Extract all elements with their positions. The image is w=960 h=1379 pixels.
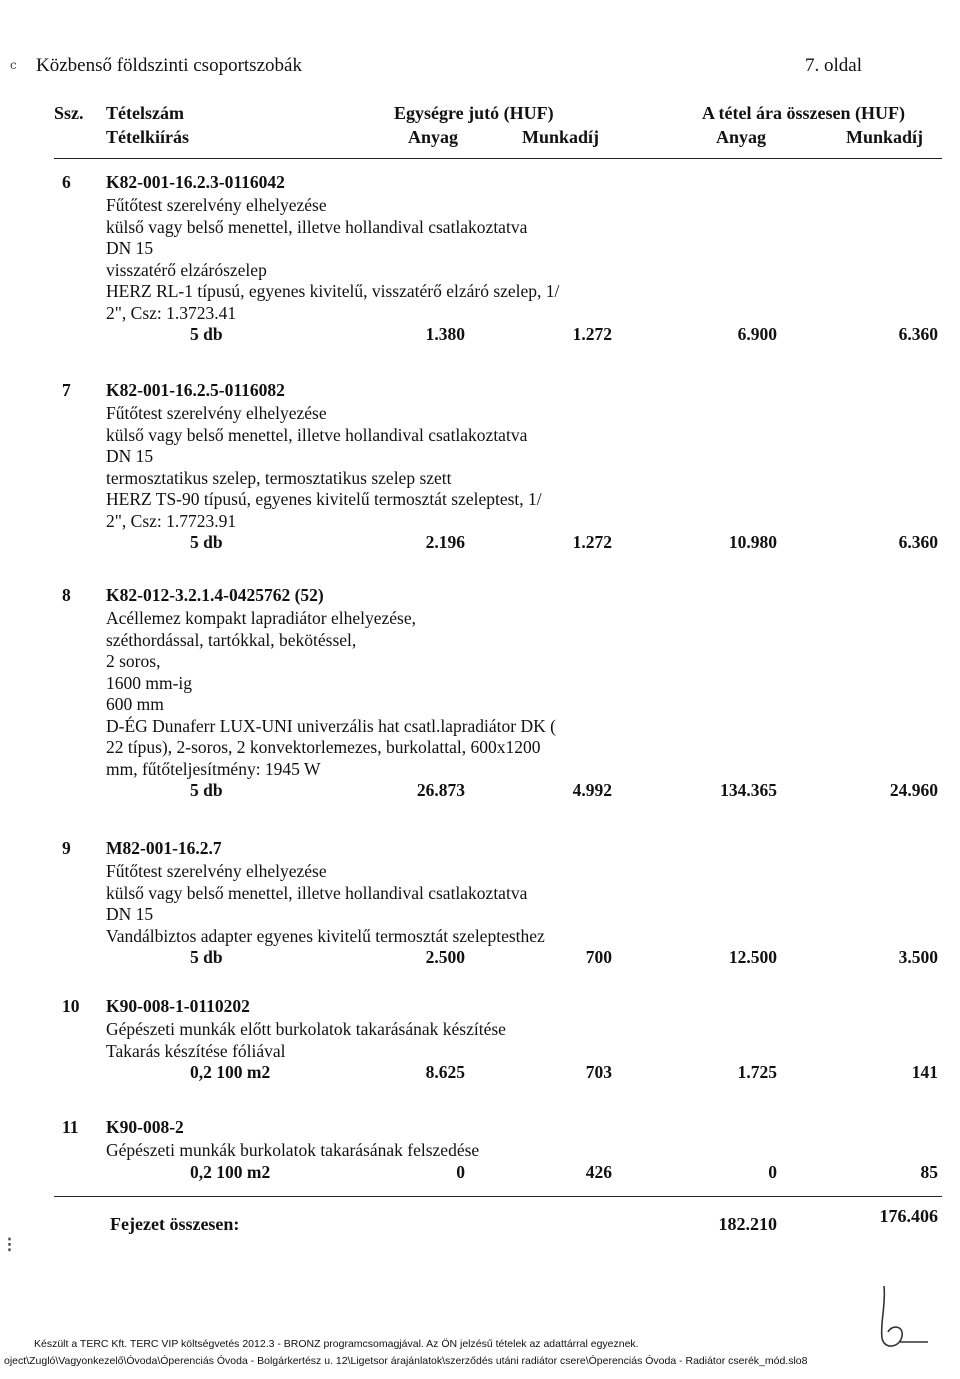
col-tetelszam: Tételszám: [106, 103, 184, 123]
item-total-material: 12.500: [728, 947, 777, 967]
item-unit-material: 1.380: [425, 324, 465, 344]
description-line: 22 típus), 2-soros, 2 konvektorlemezes, burkolattal, 600x1200: [106, 737, 541, 757]
item-code: K82-012-3.2.1.4-0425762 (52): [106, 585, 324, 605]
item-unit-labor: 4.992: [572, 780, 612, 800]
description-line: 1600 mm-ig: [106, 672, 193, 693]
footer-credit: Készült a TERC Kft. TERC VIP költségvetés 2012.3 - BRONZ programcsomagjával. Az ÖN jelzésű tételek az adattárral egyeznek.: [34, 1338, 639, 1350]
section-title: Közbenső földszinti csoportszobák: [36, 55, 302, 76]
item-code: K90-008-1-0110202: [106, 996, 250, 1016]
col-ssz: Ssz.: [54, 103, 84, 123]
item-total-labor: 6.360: [898, 532, 938, 552]
item-unit-material: 26.873: [416, 780, 465, 800]
item-total-material: 1.725: [737, 1062, 777, 1082]
item-total-labor: 6.360: [898, 324, 938, 344]
description-line: 2", Csz: 1.7723.91: [106, 510, 237, 531]
description-line: HERZ RL-1 típusú, egyenes kivitelű, visszatérő elzáró szelep, 1/: [106, 281, 560, 301]
total-label: Fejezet összesen:: [110, 1214, 240, 1234]
item-unit-labor: 1.272: [572, 532, 612, 552]
description-line: külső vagy belső menettel, illetve hollandival csatlakoztatva: [106, 216, 528, 237]
item-quantity: 5 db: [190, 324, 223, 344]
item-unit-labor: 426: [585, 1161, 612, 1182]
margin-tick-mark: ⅽ: [10, 58, 17, 72]
description-line: Fűtőtest szerelvény elhelyezése: [106, 861, 327, 881]
item-quantity: 5 db: [190, 780, 223, 800]
item-total-material: 6.900: [737, 324, 777, 344]
description-line: Fűtőtest szerelvény elhelyezése: [106, 403, 327, 423]
page-number: 7. oldal: [805, 55, 862, 76]
item-total-material: 10.980: [728, 532, 777, 552]
col-total-price: A tétel ára összesen (HUF): [702, 103, 905, 123]
col-total-material: Anyag: [716, 127, 767, 147]
total-labor: 176.406: [879, 1206, 938, 1226]
item-total-material: 134.365: [720, 780, 777, 800]
description-line: Gépészeti munkák előtt burkolatok takarásának készítése: [106, 1019, 506, 1039]
description-line: Vandálbiztos adapter egyenes kivitelű termosztát szeleptesthez: [106, 925, 545, 946]
description-line: mm, fűtőteljesítmény: 1945 W: [106, 758, 321, 779]
description-line: 2 soros,: [106, 651, 161, 671]
col-tetelkiiras: Tételkiírás: [106, 127, 189, 147]
description-line: Acéllemez kompakt lapradiátor elhelyezése,: [106, 608, 416, 628]
description-line: 2", Csz: 1.3723.41: [106, 302, 237, 323]
description-line: 600 mm: [106, 694, 164, 714]
item-unit-material: 0: [456, 1161, 465, 1182]
item-description: [106, 195, 636, 324]
description-line: termosztatikus szelep, termosztatikus szelep szett: [106, 467, 452, 488]
item-code: M82-001-16.2.7: [106, 838, 222, 858]
description-line: DN 15: [106, 238, 154, 258]
item-description: [106, 403, 636, 532]
item-number: 10: [62, 996, 80, 1016]
item-total-labor: 24.960: [889, 780, 938, 800]
description-line: HERZ TS-90 típusú, egyenes kivitelű termosztát szeleptest, 1/: [106, 489, 542, 509]
item-unit-material: 2.196: [425, 532, 465, 552]
item-number: 9: [62, 838, 71, 858]
footer-filepath: oject\Zugló\Vagyonkezelő\Óvoda\Óperenciás Óvoda - Bolgárkertész u. 12\Ligetsor árajánlatok\szerződés utáni radiátor csere\Óperenciás Óvoda - Radiátor cserék_mód.slo8: [4, 1355, 808, 1367]
total-rule: [54, 1196, 942, 1197]
item-unit-labor: 703: [585, 1062, 612, 1082]
item-total-labor: 3.500: [898, 947, 938, 967]
item-number: 11: [62, 1117, 79, 1137]
item-total-material: 0: [768, 1161, 777, 1182]
description-line: külső vagy belső menettel, illetve hollandival csatlakoztatva: [106, 424, 528, 445]
description-line: D-ÉG Dunaferr LUX-UNI univerzális hat csatl.lapradiátor DK (: [106, 715, 556, 736]
description-line: Fűtőtest szerelvény elhelyezése: [106, 195, 327, 215]
col-total-labor: Munkadíj: [846, 127, 924, 147]
column-header: [54, 103, 930, 149]
description-line: DN 15: [106, 904, 154, 924]
item-quantity: 5 db: [190, 947, 223, 967]
description-line: széthordással, tartókkal, bekötéssel,: [106, 629, 357, 650]
item-number: 8: [62, 585, 71, 605]
item-total-labor: 141: [911, 1062, 938, 1082]
header-rule: [54, 158, 942, 159]
description-line: DN 15: [106, 446, 154, 466]
item-unit-labor: 1.272: [572, 324, 612, 344]
col-unit-price: Egységre jutó (HUF): [394, 103, 554, 123]
item-code: K82-001-16.2.3-0116042: [106, 172, 285, 192]
item-description: [106, 861, 636, 947]
description-line: külső vagy belső menettel, illetve hollandival csatlakoztatva: [106, 882, 528, 903]
margin-bracket-mark: ⁝: [6, 1232, 13, 1257]
item-description: [106, 1019, 636, 1062]
item-code: K82-001-16.2.5-0116082: [106, 380, 285, 400]
description-line: Takarás készítése fóliával: [106, 1040, 286, 1061]
col-unit-material: Anyag: [408, 127, 459, 147]
item-total-labor: 85: [920, 1161, 938, 1182]
item-unit-labor: 700: [585, 947, 612, 967]
item-unit-material: 2.500: [425, 947, 465, 967]
description-line: visszatérő elzárószelep: [106, 259, 267, 280]
item-quantity: 0,2 100 m2: [190, 1161, 271, 1182]
total-material: 182.210: [718, 1214, 777, 1234]
item-quantity: 0,2 100 m2: [190, 1062, 271, 1082]
item-number: 7: [62, 380, 71, 400]
col-unit-labor: Munkadíj: [522, 127, 600, 147]
item-unit-material: 8.625: [425, 1062, 465, 1082]
item-code: K90-008-2: [106, 1117, 184, 1137]
item-number: 6: [62, 172, 71, 192]
description-line: Gépészeti munkák burkolatok takarásának felszedése: [106, 1140, 480, 1160]
item-quantity: 5 db: [190, 532, 223, 552]
item-description: [106, 1140, 636, 1162]
item-description: [106, 608, 636, 780]
